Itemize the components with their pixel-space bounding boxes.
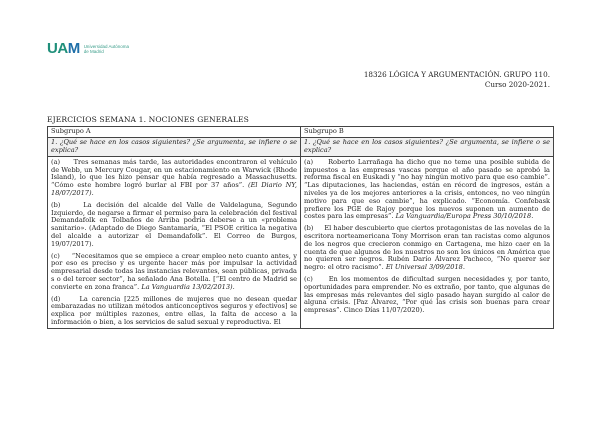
table-header-row [48,127,554,138]
content-row [48,157,554,329]
logo-line-1: Universidad Autónoma [83,43,129,49]
column-header-a: Subgrupo A [48,127,301,138]
subgroup-a-content [48,157,301,329]
column-header-b: Subgrupo B [301,127,554,138]
exercise-b-b: (b) El haber descubierto que ciertos protagonistas de las novelas de la escritora norteamericana Tony Morrison eran tan racistas como algunos de los negros que crecieron conmigo en Cartagena, me hizo caer en la cuenta de que algunos de los nuestros no son los únicos en América que no quieren ser negros. Rubén Darío Álvarez Pacheco, “No querer ser negro: el otro racismo”. El Universal 3/09/2018. [304,224,551,272]
course-title: 18326 LÓGICA Y ARGUMENTACIÓN. GRUPO 110. [363,70,550,79]
logo-line-2: de Madrid [83,48,104,54]
exercise-b-c: (c) En los momentos de dificultad surgen necesidades y, por tanto, oportunidades para emprender. No es extraño, por tanto, que algunas de las empresas más relevantes del siglo pasado hayan surgido al calor de alguna crisis. [Paz Álvarez, “Por qué las crisis son buenas para crear empresas”. Cinco Días 11/07/2020). [304,275,551,315]
exercise-a-a: (a) Tres semanas más tarde, las autoridades encontraron el vehículo de Webb, un Mercury Cougar, en un estacionamiento en Warwick (Rhode Island), lo que les hizo pensar que había regresado a Massachusetts. “Cómo este hombre logró burlar al FBI por 37 años”. (El Diario NY, 18/07/2017). [51,157,297,198]
question-row [48,137,554,157]
question-a: 1. ¿Qué se hace en los casos siguientes? ¿Se argumenta, se infiere o se explica? [48,137,301,157]
exercise-a-b: (b) La decisión del alcalde del Valle de Valdelaguna, Segundo Izquierdo, de negarse a firmar el permiso para la celebración del festival Demandafolk en Tolbaños de Arriba podría deberse a un «problema sanitario». (Adaptado de Diego Santamaría, “El PSOE critica la negativa del alcalde a autorizar el Demandafolk”. El Correo de Burgos, 19/07/2017). [51,200,298,248]
course-year: Curso 2020-2021. [484,79,550,89]
exercise-b-a: (a) Roberto Larrañaga ha dicho que no teme una posible subida de impuestos a las empresas vascas porque el año pasado se aprobó la reforma fiscal en Euskadi y “no hay ningún motivo para que eso cambie”. “Las diputaciones, las haciendas, están en récord de ingresos, están a niveles ya de los mejores anteriores a la crisis, entonces, no veo ningún motivo para que eso cambie”, ha explicado. “Economía. Confebask prefiere los PGE de Rajoy porque los nuevos suponen un aumento de costes para las empresas”. La Vanguardia/Europa Press 30/10/2018. [304,157,550,221]
logo-mark: UAM [47,40,80,57]
uam-logo [47,40,129,57]
question-b: 1. ¿Qué se hace en los casos siguientes? ¿Se argumenta, se infiere o se explica? [301,137,554,157]
logo-text [84,44,129,54]
section-title: EJERCICIOS SEMANA 1. NOCIONES GENERALES [47,115,249,124]
exercises-table [47,126,554,329]
exercise-a-d: (d) La carencia [225 millones de mujeres que no desean quedar embarazadas no utilizan métodos anticonceptivos seguros y efectivos] se explica por múltiples razones, entre ellas, la falta de acceso a la información o bien, a los servicios de salud sexual y reproductiva. El [51,294,297,327]
course-header [364,70,550,89]
subgroup-b-content [301,157,554,329]
exercise-a-c: (c) “Necesitamos que se empiece a crear empleo neto cuanto antes, y por eso es preciso y es urgente hacer más por impulsar la actividad empresarial desde todas las instancias relevantes, sean públicas, privada s o del tercer sector”, ha señalado Ana Botella. [“El centro de Madrid se convierte en zona franca”. La Vanguardia 13/02/2013). [51,251,297,291]
